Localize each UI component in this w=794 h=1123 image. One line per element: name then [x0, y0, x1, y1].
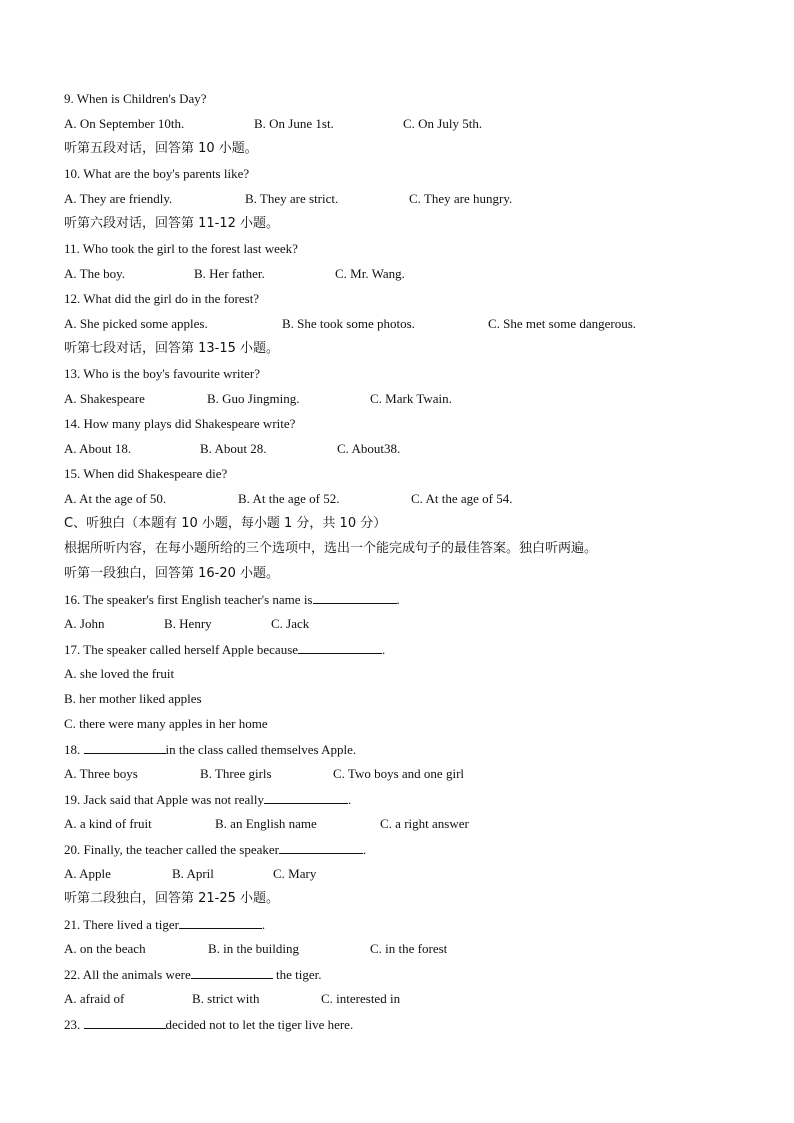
option-c: C. Mary — [273, 866, 317, 881]
question-23 — [64, 1014, 744, 1039]
answer-blank — [179, 914, 262, 929]
question-9: 9. When is Children's Day? — [64, 91, 207, 106]
question-19-options — [64, 814, 744, 839]
option-a: A. Apple — [64, 866, 111, 881]
option-c: C. in the forest — [370, 941, 448, 956]
option-b: B. At the age of 52. — [238, 491, 340, 506]
question-text-end: . — [261, 917, 266, 932]
question-text: 22. All the animals were — [64, 967, 191, 982]
question-18-options — [64, 764, 744, 789]
option-a: A. she loved the fruit — [64, 666, 175, 681]
exam-content — [64, 89, 744, 1039]
question-text-end: decided not to let the tiger live here. — [165, 1017, 354, 1032]
question-19 — [64, 789, 744, 814]
question-text: 18. — [64, 742, 81, 757]
question-text-end: . — [363, 842, 367, 857]
option-b: B. April — [172, 866, 214, 881]
question-text-end: . — [382, 642, 386, 657]
option-b: B. On June 1st. — [254, 116, 334, 131]
question-9-options — [64, 114, 744, 139]
question-text: 16. The speaker's first English teacher's name is — [64, 592, 313, 607]
option-a: A. About 18. — [64, 441, 132, 456]
question-text: 23. — [64, 1017, 81, 1032]
question-22 — [64, 964, 744, 989]
option-c: C. interested in — [321, 991, 401, 1006]
question-12: 12. What did the girl do in the forest? — [64, 291, 260, 306]
option-a: A. John — [64, 616, 105, 631]
option-c: C. Two boys and one girl — [333, 766, 465, 781]
question-13: 13. Who is the boy's favourite writer? — [64, 366, 260, 381]
option-c: C. there were many apples in her home — [64, 716, 268, 731]
option-a: A. She picked some apples. — [64, 316, 208, 331]
option-c: C. At the age of 54. — [411, 491, 513, 506]
question-20-options — [64, 864, 744, 889]
section-heading: 听第六段对话，回答第 11-12 小题。 — [64, 216, 280, 231]
question-text-end: . — [396, 592, 400, 607]
section-heading: 听第一段独白，回答第 16-20 小题。 — [64, 566, 280, 581]
question-21 — [64, 914, 744, 939]
answer-blank — [264, 789, 348, 804]
option-c: C. Mark Twain. — [370, 391, 452, 406]
answer-blank — [84, 1014, 166, 1029]
question-17 — [64, 639, 744, 664]
section-heading: 听第五段对话，回答第 10 小题。 — [64, 141, 258, 156]
question-text: 19. Jack said that Apple was not really — [64, 792, 265, 807]
option-c: C. a right answer — [380, 816, 469, 831]
option-c: C. She met some dangerous. — [488, 316, 637, 331]
option-a: A. At the age of 50. — [64, 491, 167, 506]
question-10-options — [64, 189, 744, 214]
option-b: B. They are strict. — [245, 191, 339, 206]
answer-blank — [279, 839, 363, 854]
option-b: B. an English name — [215, 816, 317, 831]
question-16 — [64, 589, 744, 614]
option-a: A. Three boys — [64, 766, 138, 781]
section-heading: 听第二段独白，回答第 21-25 小题。 — [64, 891, 280, 906]
answer-blank — [313, 589, 397, 604]
answer-blank — [298, 639, 382, 654]
option-b: B. Her father. — [194, 266, 265, 281]
section-heading: 听第七段对话，回答第 13-15 小题。 — [64, 341, 280, 356]
option-a: A. On September 10th. — [64, 116, 185, 131]
answer-blank — [191, 964, 273, 979]
question-20 — [64, 839, 744, 864]
question-12-options — [64, 314, 744, 339]
option-a: A. afraid of — [64, 991, 125, 1006]
question-text: 20. Finally, the teacher called the speaker — [64, 842, 280, 857]
answer-blank — [84, 739, 166, 754]
option-b: B. Guo Jingming. — [207, 391, 300, 406]
option-c: C. About38. — [337, 441, 401, 456]
question-text-end: in the class called themselves Apple. — [165, 742, 357, 757]
option-b: B. Henry — [164, 616, 212, 631]
question-22-options — [64, 989, 744, 1014]
option-a: A. The boy. — [64, 266, 126, 281]
option-a: A. Shakespeare — [64, 391, 145, 406]
question-text: 21. There lived a tiger — [64, 917, 179, 932]
question-15: 15. When did Shakespeare die? — [64, 466, 228, 481]
option-c: C. Mr. Wang. — [335, 266, 405, 281]
question-16-options — [64, 614, 744, 639]
option-c: C. On July 5th. — [403, 116, 483, 131]
option-a: A. a kind of fruit — [64, 816, 152, 831]
question-18 — [64, 739, 744, 764]
option-a: A. They are friendly. — [64, 191, 173, 206]
option-b: B. her mother liked apples — [64, 691, 202, 706]
question-14: 14. How many plays did Shakespeare write? — [64, 416, 296, 431]
question-13-options — [64, 389, 744, 414]
option-b: B. strict with — [192, 991, 260, 1006]
question-11: 11. Who took the girl to the forest last week? — [64, 241, 298, 256]
option-b: B. Three girls — [200, 766, 272, 781]
question-text: 17. The speaker called herself Apple because — [64, 642, 299, 657]
question-10: 10. What are the boy's parents like? — [64, 166, 250, 181]
question-text-end: . — [348, 792, 352, 807]
option-c: C. They are hungry. — [409, 191, 513, 206]
part-c-instructions: 根据所听内容，在每小题所给的三个选项中，选出一个能完成句子的最佳答案。独白听两遍。 — [64, 541, 598, 556]
question-15-options — [64, 489, 744, 514]
option-b: B. in the building — [208, 941, 299, 956]
option-a: A. on the beach — [64, 941, 146, 956]
part-c-heading: C、听独白（本题有 10 小题，每小题 1 分，共 10 分） — [64, 516, 387, 531]
option-c: C. Jack — [271, 616, 310, 631]
question-text-end: the tiger. — [272, 967, 322, 982]
question-21-options — [64, 939, 744, 964]
option-b: B. She took some photos. — [282, 316, 415, 331]
question-14-options — [64, 439, 744, 464]
question-11-options — [64, 264, 744, 289]
option-b: B. About 28. — [200, 441, 267, 456]
